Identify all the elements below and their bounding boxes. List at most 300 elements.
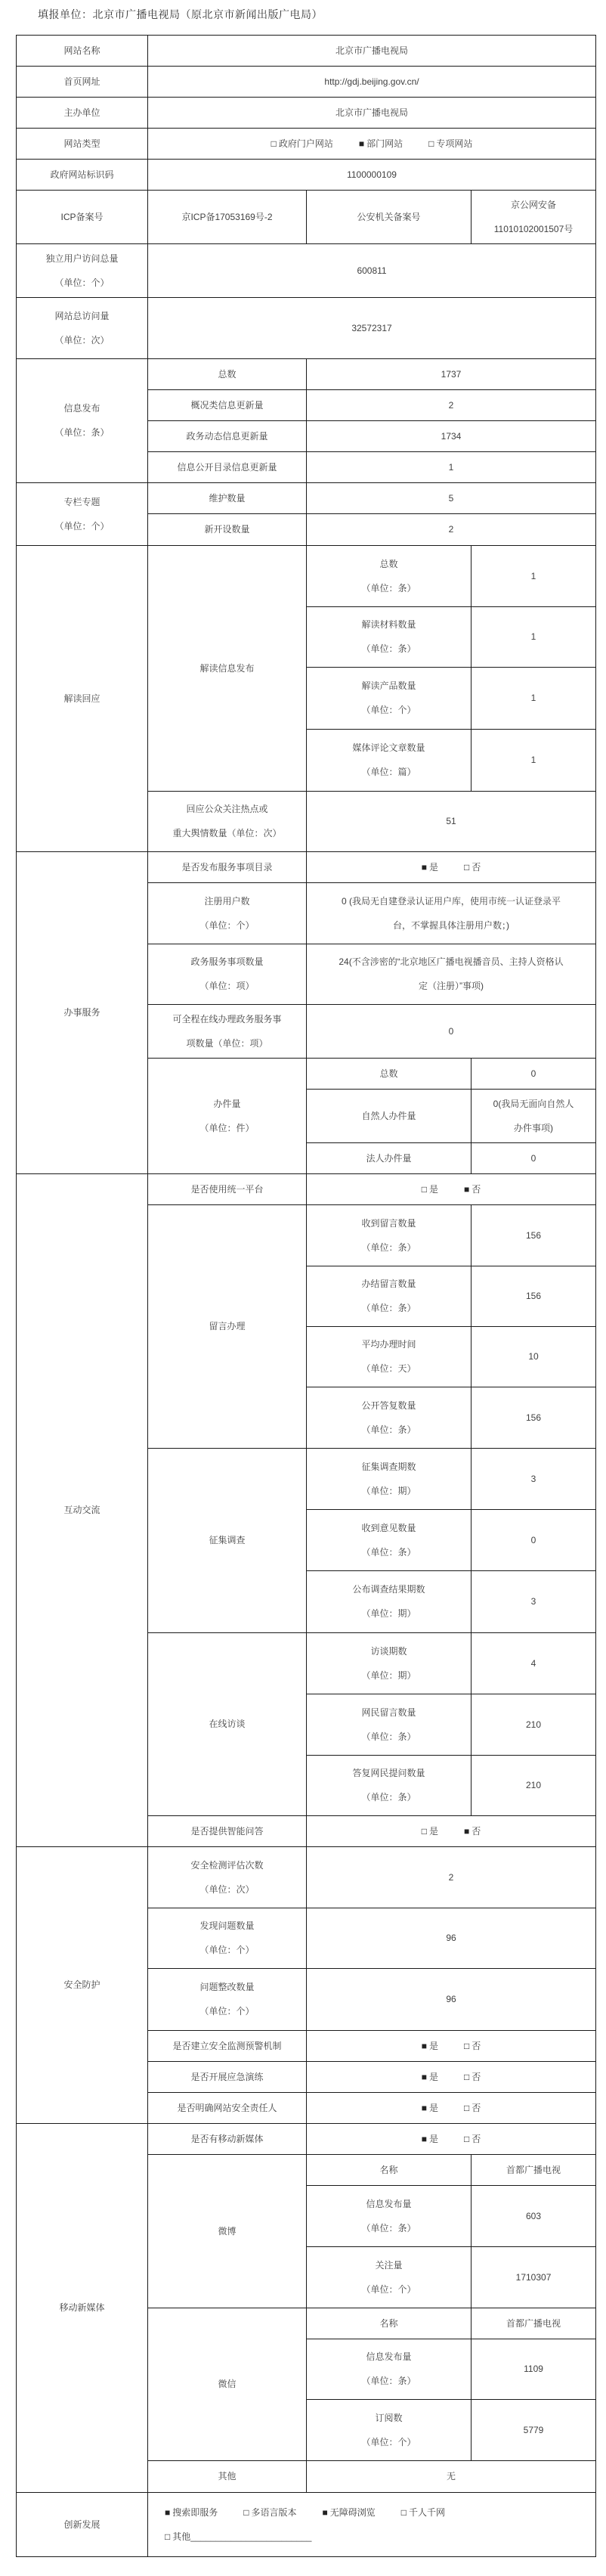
cell-text: 政务动态信息更新量 xyxy=(186,430,268,442)
cell-text: 注册用户数 xyxy=(204,895,250,907)
cell-text: 总数 xyxy=(218,368,237,380)
cell-text: 重大舆情数量（单位：次） xyxy=(172,828,282,839)
cell-text: （单位：期） xyxy=(361,1485,416,1496)
cell-text: 0(我局无面向自然人 xyxy=(493,1098,574,1109)
field-label-hot-topic-responses xyxy=(148,792,307,852)
field-value-survey-periods xyxy=(472,1449,596,1510)
field-label-natural-person-cases xyxy=(307,1090,472,1143)
field-label-has-mobile-media xyxy=(148,2124,307,2155)
section-label-security xyxy=(17,1847,148,2124)
field-value-interp-materials xyxy=(472,607,596,668)
cell-text: 32572317 xyxy=(351,322,392,333)
cell-text: 办事服务 xyxy=(63,1007,100,1018)
security-responsible-options xyxy=(307,2093,596,2124)
group-label-weibo xyxy=(148,2155,307,2308)
checkbox-option-label: 是 xyxy=(429,2133,439,2144)
field-value-sponsor xyxy=(148,98,596,129)
cell-text: 办件事项) xyxy=(514,1122,554,1133)
checkbox-option-label: 其他 xyxy=(172,2531,191,2542)
cell-text: 0 xyxy=(448,1025,454,1037)
field-label-info-total xyxy=(148,359,307,390)
field-label-full-online-items xyxy=(148,1005,307,1059)
field-value-hot-topic-responses xyxy=(307,792,596,852)
cell-text: 法人办件量 xyxy=(366,1152,412,1164)
checkbox-option xyxy=(464,1183,481,1196)
cell-text: 公安机关备案号 xyxy=(357,211,421,222)
checkbox-line xyxy=(165,2531,591,2543)
field-value-avg-handling-time xyxy=(472,1327,596,1387)
field-label-interview-periods xyxy=(307,1633,472,1694)
cell-text: 无 xyxy=(447,2471,456,2482)
innovation-options xyxy=(148,2493,596,2557)
cell-text: 信息发布 xyxy=(63,403,100,414)
field-value-survey-results-published xyxy=(472,1571,596,1633)
monitoring-warning-options xyxy=(307,2031,596,2062)
cell-text: 专栏专题 xyxy=(63,496,100,507)
section-label-mobile-new-media xyxy=(17,2124,148,2493)
field-label-disclosure-catalog-updates xyxy=(148,452,307,483)
field-value-messages-received xyxy=(472,1205,596,1266)
field-label-wechat-posts xyxy=(307,2339,472,2400)
cell-text: 新开设数量 xyxy=(204,524,250,535)
checkbox-checked-icon: ■ xyxy=(464,1825,470,1837)
cell-text: 1710307 xyxy=(515,2271,552,2283)
field-label-interp-total xyxy=(307,546,472,607)
cell-text: 概况类信息更新量 xyxy=(190,399,264,411)
checkbox-line xyxy=(311,1825,591,1838)
field-label-sponsor xyxy=(17,98,148,129)
checkbox-option-label: 是 xyxy=(429,2071,439,2082)
cell-text: 微信 xyxy=(218,2379,237,2390)
cell-text: 收到意见数量 xyxy=(361,1522,416,1533)
cell-text: （单位：个） xyxy=(54,277,110,288)
cell-text: 名称 xyxy=(379,2164,398,2175)
field-value-interview-periods xyxy=(472,1633,596,1694)
field-label-service-catalog-published xyxy=(148,852,307,883)
cell-text: （单位：个） xyxy=(361,705,416,715)
cell-text: （单位：个） xyxy=(199,2006,255,2016)
checkbox-option-label: 部门网站 xyxy=(366,138,403,149)
checkbox-checked-icon: ■ xyxy=(464,1183,470,1195)
field-value-public-replies xyxy=(472,1387,596,1449)
table-row xyxy=(17,191,596,244)
unified-platform-options xyxy=(307,1174,596,1205)
cell-text: 0 xyxy=(530,1068,536,1079)
cell-text: 征集调查 xyxy=(209,1535,246,1546)
cell-text: 603 xyxy=(526,2210,542,2221)
cell-text: （单位：条） xyxy=(361,2376,416,2386)
cell-text: 名称 xyxy=(379,2317,398,2329)
cell-text: 0 xyxy=(530,1152,536,1164)
cell-text: 发现问题数量 xyxy=(199,1920,255,1932)
checkbox-unchecked-icon: □ xyxy=(464,2133,470,2144)
cell-text: （单位：个） xyxy=(199,919,255,931)
checkbox-option-label: 专项网站 xyxy=(436,138,473,149)
cell-text: 政务服务事项数量 xyxy=(190,956,264,968)
field-label-registered-users xyxy=(148,883,307,944)
cell-text: 156 xyxy=(526,1229,542,1241)
cell-text: 媒体评论文章数量 xyxy=(352,742,425,754)
cell-text: 1737 xyxy=(441,368,462,380)
table-row xyxy=(17,2124,596,2155)
cell-text: 5779 xyxy=(523,2424,544,2435)
cell-text: 总数 xyxy=(379,558,398,569)
cell-text: 是否提供智能问答 xyxy=(190,1825,264,1837)
checkbox-option xyxy=(422,2071,438,2084)
field-value-natural-person-cases xyxy=(472,1090,596,1143)
field-value-weibo-followers xyxy=(472,2247,596,2308)
field-label-police-filing-number xyxy=(307,191,472,244)
field-value-wechat-subscribers xyxy=(472,2400,596,2461)
checkbox-checked-icon: ■ xyxy=(421,2133,427,2144)
cell-text: 互动交流 xyxy=(63,1505,100,1516)
field-label-overview-updates xyxy=(148,390,307,421)
field-label-messages-completed xyxy=(307,1266,472,1327)
field-value-total-visits xyxy=(148,298,596,359)
field-label-site-type xyxy=(17,129,148,160)
cell-text: 关注量 xyxy=(375,2259,403,2271)
cell-text: 自然人办件量 xyxy=(361,1110,416,1121)
cell-text: 210 xyxy=(526,1780,542,1791)
checkbox-option xyxy=(422,861,438,874)
cell-text: （单位：次） xyxy=(54,334,110,346)
cell-text: 首都广播电视 xyxy=(506,2164,561,2175)
group-label-wechat xyxy=(148,2308,307,2461)
cell-text: （单位：项） xyxy=(199,981,255,991)
checkbox-option-label: 千人千网 xyxy=(409,2506,446,2518)
cell-text: 5 xyxy=(448,492,454,504)
checkbox-option-label: 是 xyxy=(429,1825,439,1837)
cell-text: 1 xyxy=(530,693,536,704)
field-value-problems-found xyxy=(307,1908,596,1969)
checkbox-option xyxy=(422,2102,438,2115)
checkbox-option-label: 否 xyxy=(472,1825,481,1837)
checkbox-line xyxy=(311,2133,591,2146)
checkbox-option-label: 否 xyxy=(472,861,481,873)
cell-text: （单位：个） xyxy=(199,1945,255,1955)
cell-text: 2 xyxy=(448,399,454,411)
cell-text: （单位：条） xyxy=(361,643,416,654)
field-value-icp-number xyxy=(148,191,307,244)
cell-text: 是否开展应急演练 xyxy=(190,2071,264,2082)
field-value-interp-total xyxy=(472,546,596,607)
field-value-weibo-posts xyxy=(472,2186,596,2247)
checkbox-line xyxy=(311,2102,591,2115)
checkbox-unchecked-icon: □ xyxy=(165,2531,171,2542)
cell-text: 600811 xyxy=(357,265,387,276)
checkbox-option-label: 否 xyxy=(472,2133,481,2144)
cell-text: 网民留言数量 xyxy=(361,1706,416,1718)
field-value-site-name xyxy=(148,36,596,67)
table-row xyxy=(17,546,596,607)
cell-text: 政府网站标识码 xyxy=(50,169,114,180)
cell-text: 网站总访问量 xyxy=(54,310,110,321)
cell-text: 访谈期数 xyxy=(370,1645,407,1657)
field-label-gov-news-updates xyxy=(148,421,307,452)
table-row xyxy=(17,1847,596,1908)
checkbox-option xyxy=(271,138,333,150)
section-label-services xyxy=(17,852,148,1174)
cell-text: 办件量 xyxy=(213,1098,241,1109)
cell-text: （单位：篇） xyxy=(361,767,416,777)
cell-text: （单位：条） xyxy=(54,427,110,438)
checkbox-option-label: 政府门户网站 xyxy=(278,138,333,149)
checkbox-option xyxy=(165,2506,218,2519)
cell-text: 解读材料数量 xyxy=(361,619,416,631)
field-value-netizen-messages xyxy=(472,1694,596,1756)
field-value-police-filing-number xyxy=(472,191,596,244)
checkbox-option-label: 否 xyxy=(472,2071,481,2082)
field-label-survey-periods xyxy=(307,1449,472,1510)
checkbox-unchecked-icon: □ xyxy=(271,138,277,149)
field-label-wechat-name xyxy=(307,2308,472,2339)
cell-text: 在线访谈 xyxy=(209,1719,246,1730)
cell-text: 主办单位 xyxy=(63,107,100,118)
field-value-media-commentary xyxy=(472,730,596,792)
cell-text: 0 xyxy=(530,1534,536,1545)
checkbox-unchecked-icon: □ xyxy=(421,1183,427,1195)
blank-underline: ________________________ xyxy=(190,2531,312,2542)
checkbox-option xyxy=(422,2040,438,2053)
cell-text: 是否有移动新媒体 xyxy=(190,2133,264,2144)
field-label-opinions-received xyxy=(307,1510,472,1571)
cell-text: 台，不掌握具体注册用户数；) xyxy=(393,919,510,931)
cell-text: 4 xyxy=(530,1657,536,1669)
page-title: 填报单位：北京市广播电视局（原北京市新闻出版广电局） xyxy=(38,8,323,20)
cell-text: 独立用户访问总量 xyxy=(45,253,119,264)
cell-text: （单位：个） xyxy=(54,520,110,532)
table-row xyxy=(17,1174,596,1205)
cell-text: （单位：条） xyxy=(361,1303,416,1313)
field-label-weibo-name xyxy=(307,2155,472,2186)
field-label-interp-materials xyxy=(307,607,472,668)
cell-text: 京ICP备17053169号-2 xyxy=(181,211,273,222)
field-value-overview-updates xyxy=(307,390,596,421)
cell-text: ICP备案号 xyxy=(60,211,104,222)
cell-text: 1 xyxy=(448,461,454,473)
field-label-site-id-code xyxy=(17,160,148,191)
field-label-public-replies xyxy=(307,1387,472,1449)
field-label-case-total xyxy=(307,1059,472,1090)
cell-text: 定（注册）”事项) xyxy=(419,981,484,991)
field-label-homepage-url xyxy=(17,67,148,98)
cell-text: 回应公众关注热点或 xyxy=(186,804,268,815)
cell-text: 3 xyxy=(530,1473,536,1484)
cell-text: 收到留言数量 xyxy=(361,1217,416,1229)
field-value-netizen-questions-answered xyxy=(472,1756,596,1816)
field-label-other-media xyxy=(148,2461,307,2493)
checkbox-checked-icon: ■ xyxy=(421,861,427,873)
field-value-disclosure-catalog-updates xyxy=(307,452,596,483)
cell-text: 总数 xyxy=(379,1068,398,1079)
field-label-legal-person-cases xyxy=(307,1143,472,1174)
checkbox-option-label: 搜索即服务 xyxy=(172,2506,218,2518)
service-catalog-published-options xyxy=(307,852,596,883)
field-value-newly-opened-count xyxy=(307,514,596,546)
checkbox-line xyxy=(311,1183,591,1196)
cell-text: 3 xyxy=(530,1596,536,1607)
cell-text: 维护数量 xyxy=(209,492,246,504)
cell-text: （单位：次） xyxy=(199,1883,255,1895)
field-value-maintained-count xyxy=(307,483,596,514)
cell-text: 96 xyxy=(446,1933,456,1944)
group-label-interpretation-release xyxy=(148,546,307,792)
field-label-service-items-count xyxy=(148,944,307,1005)
field-value-interp-products xyxy=(472,668,596,730)
cell-text: 96 xyxy=(446,1994,456,2005)
cell-text: 问题整改数量 xyxy=(199,1982,255,1993)
cell-text: 解读回应 xyxy=(63,693,100,704)
field-value-info-total xyxy=(307,359,596,390)
field-label-media-commentary xyxy=(307,730,472,792)
cell-text: 1734 xyxy=(441,430,462,442)
checkbox-line xyxy=(311,2071,591,2084)
cell-text: 解读信息发布 xyxy=(199,662,255,674)
cell-text: 信息发布量 xyxy=(366,2351,412,2363)
cell-text: （单位：条） xyxy=(361,1792,416,1803)
checkbox-checked-icon: ■ xyxy=(358,138,365,149)
section-label-special-columns xyxy=(17,483,148,546)
checkbox-unchecked-icon: □ xyxy=(421,1825,427,1837)
field-value-full-online-items xyxy=(307,1005,596,1059)
checkbox-option-label: 是 xyxy=(429,2102,439,2113)
checkbox-option-label: 是 xyxy=(429,861,439,873)
cell-text: 可全程在线办理政务服务事 xyxy=(172,1013,282,1025)
cell-text: 1100000109 xyxy=(347,169,397,180)
cell-text: （单位：天） xyxy=(361,1363,416,1374)
cell-text: 24(不含涉密的“北京地区广播电视播音员、主持人资格认 xyxy=(339,956,564,968)
checkbox-option-label: 否 xyxy=(472,2040,481,2051)
checkbox-unchecked-icon: □ xyxy=(464,2102,470,2113)
table-row xyxy=(17,359,596,390)
cell-text: 1 xyxy=(530,755,536,766)
cell-text: 答复网民提问数量 xyxy=(352,1768,425,1779)
checkbox-option xyxy=(464,1825,481,1838)
cell-text: 首都广播电视 xyxy=(506,2317,561,2329)
group-label-surveys xyxy=(148,1449,307,1633)
field-value-wechat-name xyxy=(472,2308,596,2339)
cell-text: 156 xyxy=(526,1412,542,1423)
cell-text: 51 xyxy=(446,816,456,827)
cell-text: 微博 xyxy=(218,2225,237,2237)
cell-text: 创新发展 xyxy=(63,2519,100,2530)
table-row xyxy=(17,67,596,98)
group-label-message-handling xyxy=(148,1205,307,1449)
cell-text: 公布调查结果期数 xyxy=(352,1584,425,1595)
cell-text: （单位：件） xyxy=(199,1122,255,1133)
field-label-avg-handling-time xyxy=(307,1327,472,1387)
cell-text: 留言办理 xyxy=(209,1321,246,1332)
report-table xyxy=(16,35,596,2557)
field-label-unique-visitors xyxy=(17,244,148,298)
cell-text: http://gdj.beijing.gov.cn/ xyxy=(324,76,419,87)
checkbox-option xyxy=(243,2506,296,2519)
checkbox-option-label: 是 xyxy=(429,2040,439,2051)
field-label-problems-found xyxy=(148,1908,307,1969)
checkbox-line xyxy=(153,138,591,150)
field-value-weibo-name xyxy=(472,2155,596,2186)
cell-text: 京公网安备 xyxy=(511,199,557,210)
cell-text: （单位：期） xyxy=(361,1669,416,1681)
checkbox-option xyxy=(359,138,403,150)
field-value-registered-users xyxy=(307,883,596,944)
cell-text: 其他 xyxy=(218,2471,237,2482)
cell-text: 办结留言数量 xyxy=(361,1279,416,1290)
cell-text: （单位：个） xyxy=(361,2283,416,2295)
cell-text: 安全防护 xyxy=(63,1979,100,1991)
section-label-interaction xyxy=(17,1174,148,1847)
field-value-other-media xyxy=(307,2461,596,2493)
cell-text: （单位：条） xyxy=(361,1546,416,1558)
checkbox-unchecked-icon: □ xyxy=(428,138,434,149)
field-value-gov-news-updates xyxy=(307,421,596,452)
field-value-opinions-received xyxy=(472,1510,596,1571)
checkbox-unchecked-icon: □ xyxy=(243,2506,249,2518)
checkbox-option xyxy=(323,2506,376,2519)
cell-text: 移动新媒体 xyxy=(59,2302,105,2314)
field-label-netizen-messages xyxy=(307,1694,472,1756)
cell-text: 征集调查期数 xyxy=(361,1461,416,1472)
cell-text: 安全检测评估次数 xyxy=(190,1859,264,1871)
cell-text: 公开答复数量 xyxy=(361,1400,416,1411)
cell-text: 信息公开目录信息更新量 xyxy=(177,461,277,473)
cell-text: 2 xyxy=(448,524,454,535)
cell-text: 网站名称 xyxy=(63,45,100,56)
emergency-drills-options xyxy=(307,2062,596,2093)
checkbox-line xyxy=(311,2040,591,2053)
field-label-smart-qa xyxy=(148,1816,307,1847)
table-row xyxy=(17,98,596,129)
checkbox-option-label: 是 xyxy=(429,1183,439,1195)
cell-text: 10 xyxy=(528,1351,539,1362)
table-row xyxy=(17,36,596,67)
checkbox-line xyxy=(165,2506,591,2519)
checkbox-option xyxy=(464,2133,481,2146)
field-label-site-name xyxy=(17,36,148,67)
field-value-security-assessments xyxy=(307,1847,596,1908)
cell-text: 北京市广播电视局 xyxy=(335,45,409,56)
cell-text: 156 xyxy=(526,1291,542,1302)
cell-text: 1109 xyxy=(524,2364,543,2375)
checkbox-option-label: 无障碍浏览 xyxy=(329,2506,376,2518)
table-row xyxy=(17,298,596,359)
field-value-site-id-code xyxy=(148,160,596,191)
cell-text: （单位：条） xyxy=(361,582,416,594)
section-label-interpretation-response xyxy=(17,546,148,852)
field-label-wechat-subscribers xyxy=(307,2400,472,2461)
field-label-netizen-questions-answered xyxy=(307,1756,472,1816)
checkbox-option xyxy=(464,861,481,874)
cell-text: 解读产品数量 xyxy=(361,680,416,692)
cell-text: 是否建立安全监测预警机制 xyxy=(172,2040,282,2051)
checkbox-checked-icon: ■ xyxy=(421,2071,427,2082)
cell-text: 首页网址 xyxy=(63,76,100,87)
cell-text: 是否明确网站安全责任人 xyxy=(177,2102,277,2113)
checkbox-checked-icon: ■ xyxy=(421,2040,427,2051)
checkbox-option xyxy=(422,1183,438,1196)
table-row xyxy=(17,483,596,514)
checkbox-option-label: 多语言版本 xyxy=(251,2506,297,2518)
section-label-info-release xyxy=(17,359,148,483)
field-value-service-items-count xyxy=(307,944,596,1005)
field-value-legal-person-cases xyxy=(472,1143,596,1174)
report-table-body xyxy=(17,36,596,2557)
field-label-survey-results-published xyxy=(307,1571,472,1633)
cell-text: 平均办理时间 xyxy=(361,1339,416,1350)
checkbox-checked-icon: ■ xyxy=(322,2506,328,2518)
table-row xyxy=(17,129,596,160)
cell-text: 项数量（单位：项） xyxy=(186,1037,268,1049)
